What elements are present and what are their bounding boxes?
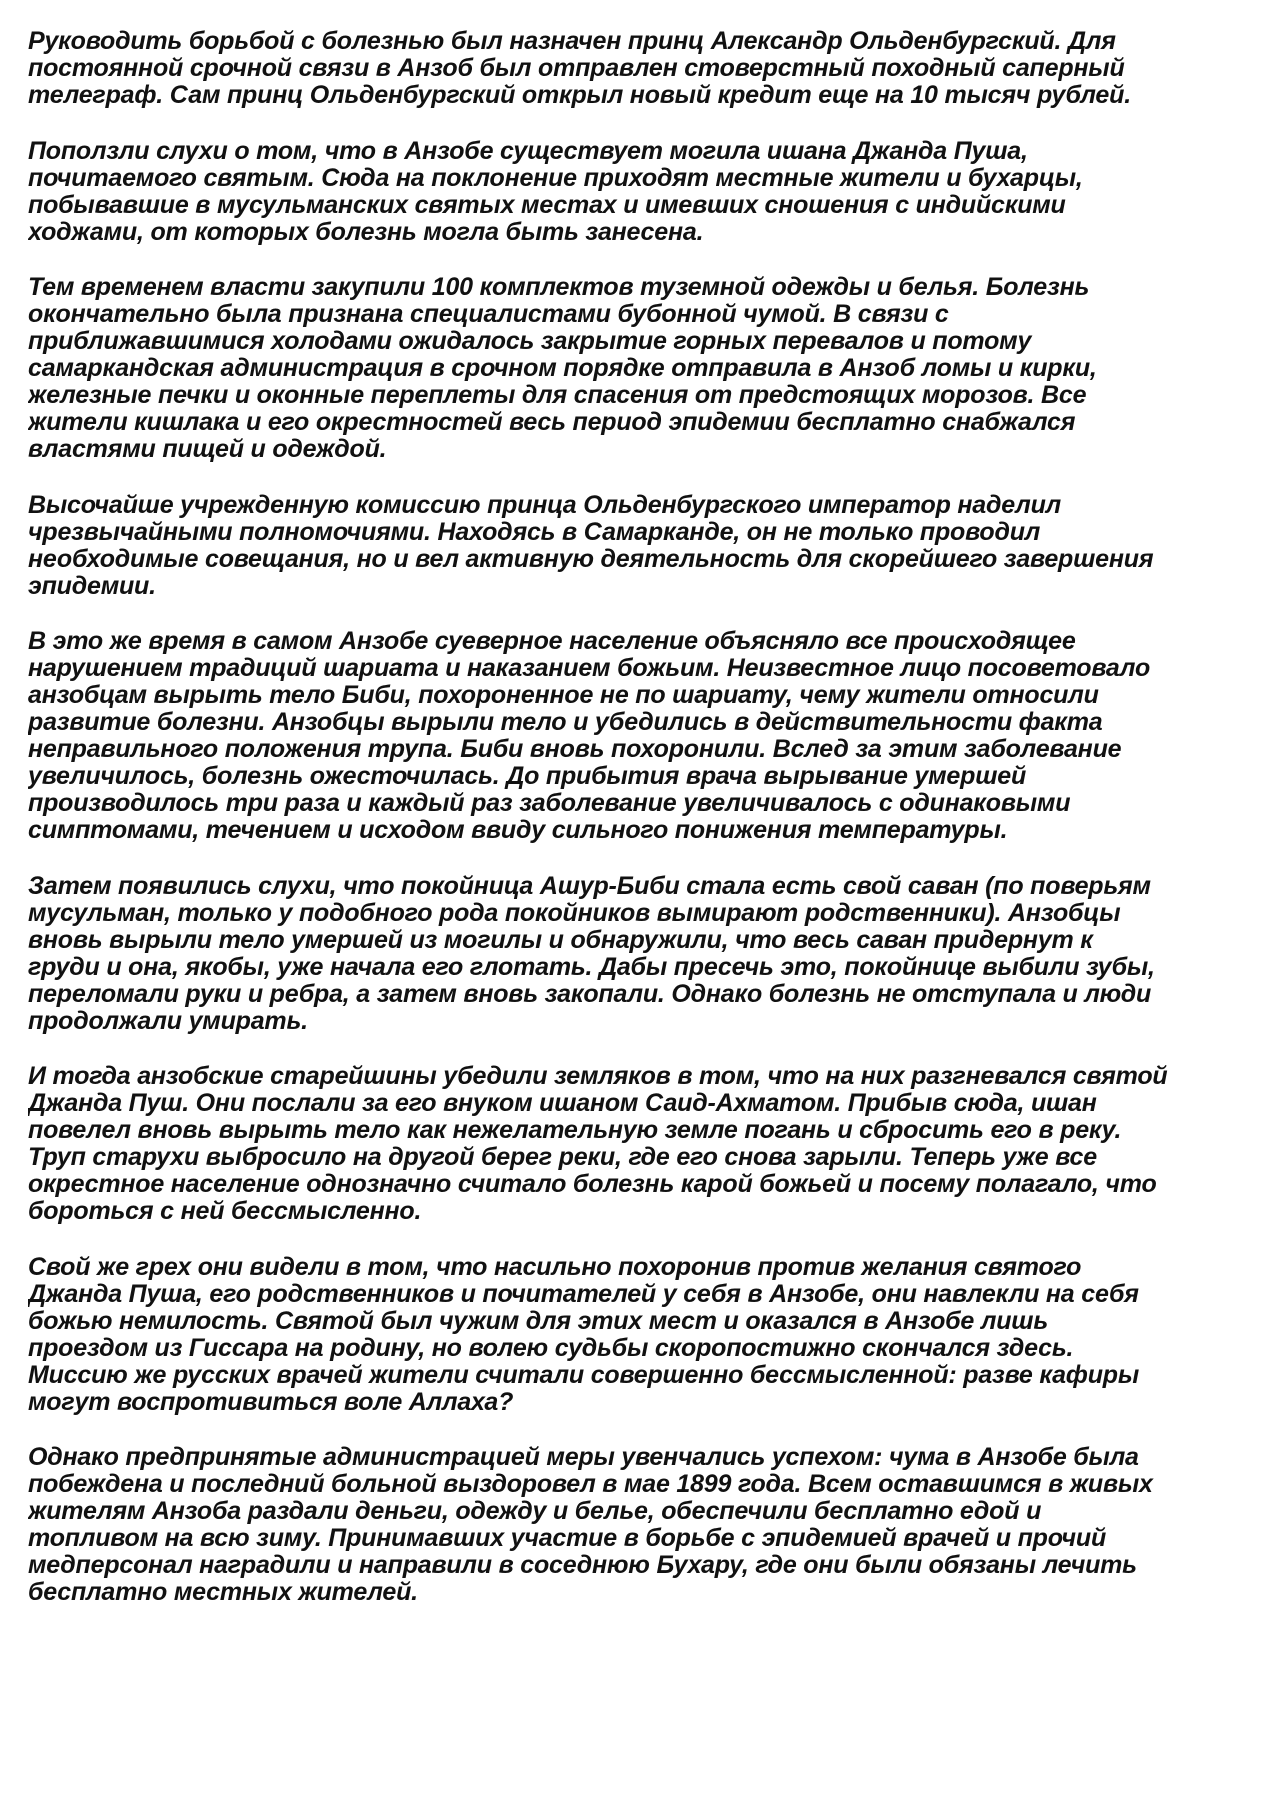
text-line: мусульман, только у подобного рода покойников вымирают родственники). Анзобцы: [28, 898, 1121, 927]
text-line: Однако предпринятые администрацией меры увенчались успехом: чума в Анзобе была: [28, 1443, 1139, 1471]
text-line: повелел вновь вырыть тело как нежелательную земле погань и сбросить его в реку.: [28, 1116, 1122, 1144]
text-line: Свой же грех они видели в том, что насильно похоронив против желания святого: [28, 1252, 1082, 1281]
text-line: самаркандская администрация в срочном порядке отправила в Анзоб ломы и кирки,: [28, 354, 1097, 382]
text-line: проездом из Гиссара на родину, но волею судьбы скоропостижно скончался здесь.: [28, 1333, 1074, 1362]
text-line: могут воспротивиться воле Аллаха?: [28, 1387, 514, 1416]
paragraph-9: [28, 1444, 1248, 1606]
text-line: телеграф. Сам принц Ольденбургский открыл новый кредит еще на 10 тысяч рублей.: [28, 81, 1131, 109]
paragraph-6: [28, 873, 1248, 1035]
text-line: И тогда анзобские старейшины убедили земляков в том, что на них разгневался святой: [28, 1062, 1168, 1090]
text-line: увеличилось, болезнь ожесточилась. До прибытия врача вырывание умершей: [28, 762, 1027, 790]
text-line: побывавшие в мусульманских святых местах и имевших сношения с индийскими: [28, 190, 1066, 219]
text-line: Джанда Пуш. Они послали за его внуком ишаном Саид-Ахматом. Прибыв сюда, ишан: [28, 1089, 1097, 1117]
text-line: ходжами, от которых болезнь могла быть занесена.: [28, 217, 704, 246]
text-line: властями пищей и одеждой.: [28, 435, 387, 463]
text-line: нарушением традиций шариата и наказанием божьим. Неизвестное лицо посоветовало: [28, 654, 1151, 682]
text-line: симптомами, течением и исходом ввиду сильного понижения температуры.: [28, 816, 1008, 844]
paragraph-2: [28, 138, 1248, 246]
text-line: приближавшимися холодами ожидалось закрытие горных перевалов и потому: [28, 327, 1032, 355]
paragraph-3: [28, 274, 1248, 463]
text-line: побеждена и последний больной выздоровел в мае 1899 года. Всем оставшимся в живых: [28, 1470, 1153, 1498]
text-line: божью немилость. Святой был чужим для этих мест и оказался в Анзобе лишь: [28, 1306, 1048, 1335]
text-line: жители кишлака и его окрестностей весь период эпидемии бесплатно снабжался: [28, 408, 1076, 436]
text-line: бороться с ней бессмысленно.: [28, 1197, 422, 1225]
text-line: окрестное население однозначно считало болезнь карой божьей и посему полагало, что: [28, 1170, 1157, 1198]
text-line: Джанда Пуша, его родственников и почитателей у себя в Анзобе, они навлекли на себя: [28, 1279, 1139, 1308]
text-line: неправильного положения трупа. Биби вновь похоронили. Вслед за этим заболевание: [28, 735, 1122, 763]
text-line: бесплатно местных жителей.: [28, 1578, 418, 1606]
text-line: Высочайше учрежденную комиссию принца Ольденбургского император наделил: [28, 490, 1062, 519]
text-line: чрезвычайными полномочиями. Находясь в Самарканде, он не только проводил: [28, 517, 1041, 546]
text-line: вновь вырыли тело умершей из могилы и обнаружили, что весь саван придернут к: [28, 925, 1093, 954]
text-line: Труп старухи выбросило на другой берег реки, где его снова зарыли. Теперь уже все: [28, 1143, 1097, 1171]
text-line: постоянной срочной связи в Анзоб был отправлен стоверстный походный саперный: [28, 54, 1125, 82]
paragraph-1: [28, 28, 1248, 109]
text-line: топливом на всю зиму. Принимавших участие в борьбе с эпидемией врачей и прочий: [28, 1524, 1107, 1552]
paragraph-5: [28, 628, 1248, 844]
text-line: В это же время в самом Анзобе суеверное население объясняло все происходящее: [28, 627, 1076, 655]
text-line: Затем появились слухи, что покойница Ашур-Биби стала есть свой саван (по поверьям: [28, 871, 1151, 900]
text-line: необходимые совещания, но и вел активную деятельность для скорейшего завершения: [28, 544, 1154, 573]
text-line: почитаемого святым. Сюда на поклонение приходят местные жители и бухарцы,: [28, 163, 1083, 192]
text-line: Миссию же русских врачей жители считали совершенно бессмысленной: разве кафиры: [28, 1360, 1140, 1389]
text-line: железные печки и оконные переплеты для спасения от предстоящих морозов. Все: [28, 381, 1087, 409]
text-line: переломали руки и ребра, а затем вновь закопали. Однако болезнь не отступала и люди: [28, 979, 1152, 1008]
text-line: медперсонал наградили и направили в соседнюю Бухару, где они были обязаны лечить: [28, 1551, 1137, 1579]
text-line: анзобцам вырыть тело Биби, похороненное не по шариату, чему жители относили: [28, 681, 1099, 709]
text-line: груди и она, якобы, уже начала его глотать. Дабы пресечь это, покойнице выбили зубы,: [28, 952, 1155, 981]
text-line: Поползли слухи о том, что в Анзобе существует могила ишана Джанда Пуша,: [28, 136, 1028, 165]
text-line: эпидемии.: [28, 571, 156, 600]
text-line: жителям Анзоба раздали деньги, одежду и белье, обеспечили бесплатно едой и: [28, 1497, 1042, 1525]
paragraph-7: [28, 1063, 1248, 1225]
text-line: Тем временем власти закупили 100 комплектов туземной одежды и белья. Болезнь: [28, 273, 1090, 301]
text-line: производилось три раза и каждый раз заболевание увеличивалось с одинаковыми: [28, 789, 1071, 817]
text-line: окончательно была признана специалистами бубонной чумой. В связи с: [28, 300, 949, 328]
text-line: Руководить борьбой с болезнью был назначен принц Александр Ольденбургский. Для: [28, 28, 1116, 55]
document-page: [28, 28, 1248, 1778]
text-line: развитие болезни. Анзобцы вырыли тело и убедились в действительности факта: [28, 708, 1103, 736]
paragraph-8: [28, 1254, 1248, 1416]
paragraph-4: [28, 492, 1248, 600]
text-line: продолжали умирать.: [28, 1006, 308, 1035]
